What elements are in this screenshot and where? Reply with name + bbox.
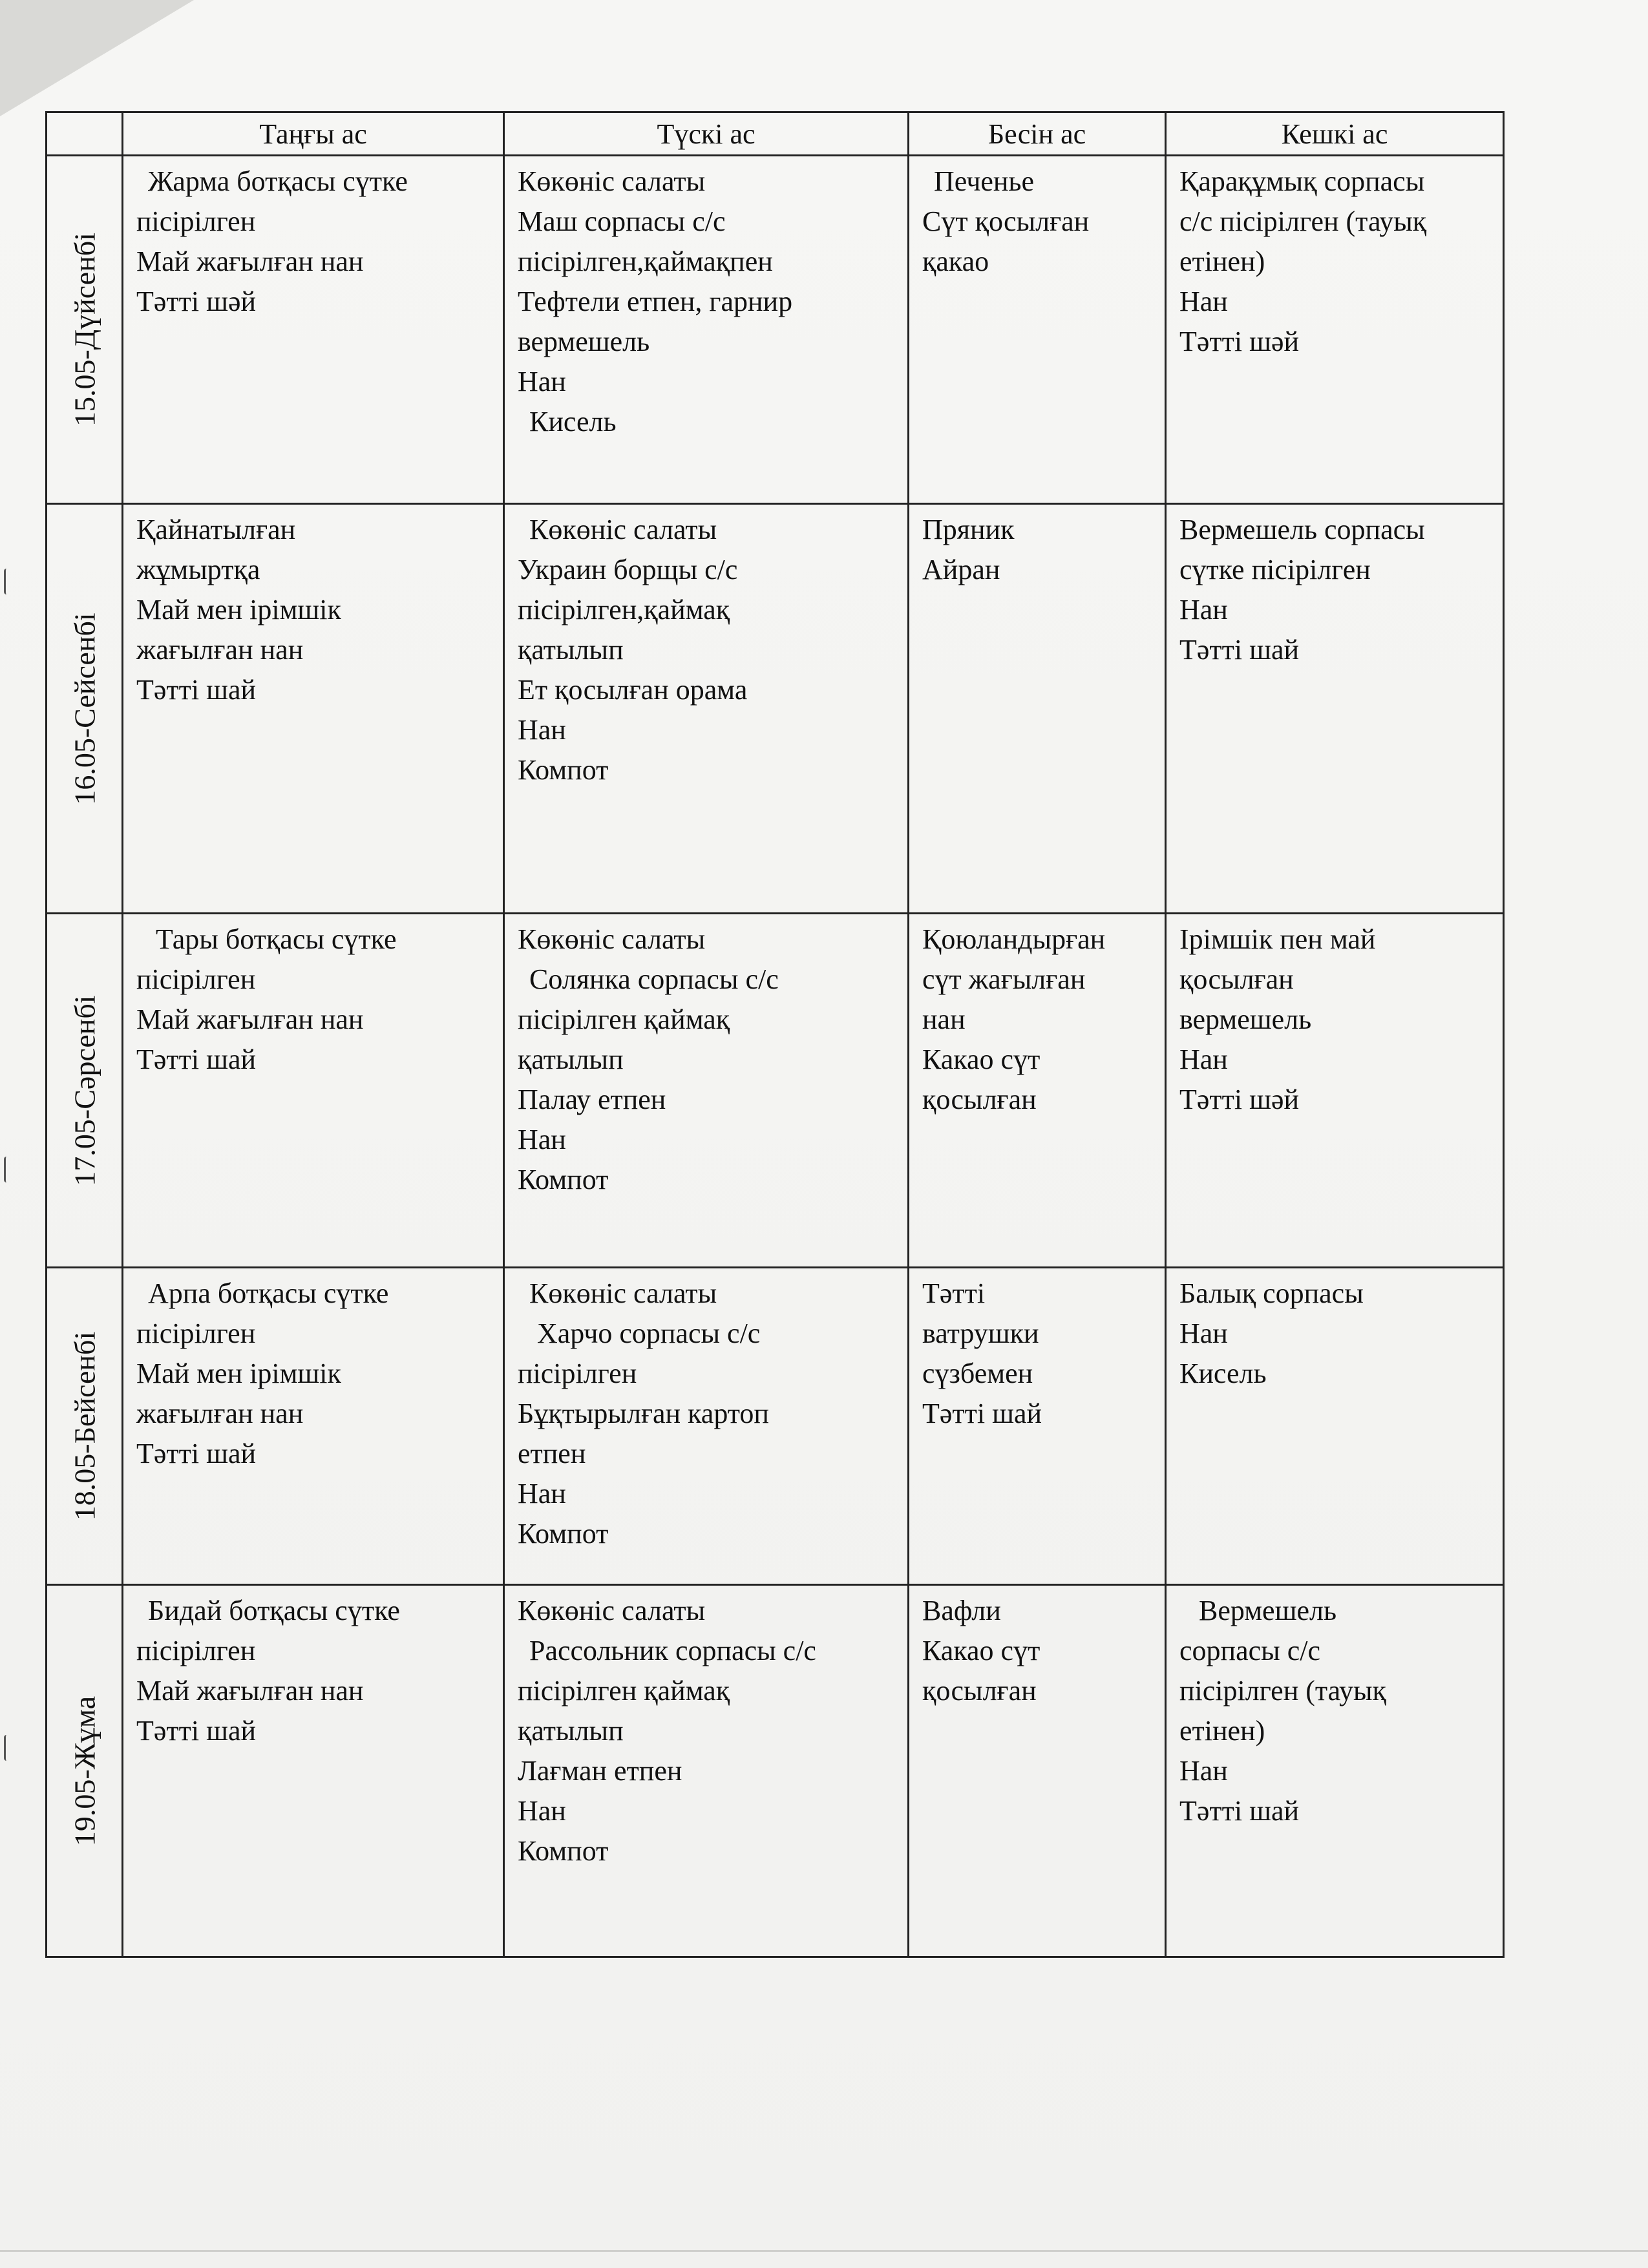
breakfast-cell	[123, 156, 504, 504]
day-label: 17.05-Сәрсенбі	[68, 994, 101, 1186]
day-label: 15.05-Дүйсенбі	[68, 232, 101, 427]
menu-item: Рассольник сорпасы с/с	[529, 1635, 816, 1666]
dinner-cell	[1166, 504, 1504, 914]
menu-item: сүзбемен	[922, 1358, 1033, 1389]
dinner-cell	[1166, 914, 1504, 1268]
menu-item: Печенье	[934, 165, 1035, 197]
header-day-corner	[47, 112, 123, 156]
menu-item: Май жағылған нан	[136, 1675, 364, 1706]
menu-item: Тәтті шай	[136, 674, 257, 706]
menu-item: Тары ботқасы сүтке	[156, 923, 397, 955]
snack-cell	[909, 504, 1166, 914]
table-row	[47, 1268, 1504, 1585]
menu-item: Украин борщы с/с	[518, 554, 738, 585]
scan-edge-line	[0, 2250, 1648, 2252]
menu-item: Вафли	[922, 1595, 1001, 1626]
menu-item: нан	[922, 1003, 966, 1035]
menu-item: Тәтті шай	[136, 1715, 257, 1747]
menu-item: етінен)	[1179, 246, 1265, 277]
menu-item: Тәтті шәй	[136, 286, 257, 317]
menu-item: пісірілген	[136, 1318, 256, 1349]
binder-hole-mark	[4, 1157, 11, 1182]
menu-item: Какао сүт	[922, 1635, 1041, 1666]
header-row	[47, 112, 1504, 156]
menu-item: Қайнатылған	[136, 514, 296, 545]
lunch-cell	[504, 914, 909, 1268]
dinner-cell	[1166, 156, 1504, 504]
menu-item: Арпа ботқасы сүтке	[148, 1277, 389, 1309]
lunch-cell	[504, 156, 909, 504]
menu-item: Солянка сорпасы с/с	[529, 963, 779, 995]
menu-item: Тәтті шай	[1179, 634, 1300, 666]
table-row	[47, 504, 1504, 914]
menu-item: Нан	[1179, 286, 1228, 317]
menu-item: Нан	[1179, 1318, 1228, 1349]
menu-item: Лағман етпен	[518, 1755, 682, 1787]
menu-item: пісірілген қаймақ	[518, 1003, 730, 1035]
menu-item: сорпасы с/с	[1179, 1635, 1320, 1666]
lunch-cell	[504, 1585, 909, 1957]
menu-item: Май мен ірімшік	[136, 594, 341, 625]
menu-item: Нан	[1179, 1755, 1228, 1787]
menu-item: с/с пісірілген (тауық	[1179, 205, 1427, 237]
menu-item: Май мен ірімшік	[136, 1358, 341, 1389]
menu-item: етінен)	[1179, 1715, 1265, 1747]
menu-item: Көкөніс салаты	[529, 514, 717, 545]
snack-cell	[909, 914, 1166, 1268]
binder-hole-mark	[4, 569, 11, 594]
menu-item: Нан	[1179, 594, 1228, 625]
lunch-cell	[504, 1268, 909, 1585]
menu-item: Нан	[518, 366, 566, 397]
day-cell	[47, 1268, 123, 1585]
menu-item: Бұқтырылған картоп	[518, 1398, 769, 1429]
menu-item: Сүт қосылған	[922, 205, 1090, 237]
day-label: 16.05-Сейсенбі	[68, 612, 101, 805]
weekly-menu-table	[45, 111, 1505, 1958]
menu-item: Нан	[518, 714, 566, 746]
menu-item: Тәтті шәй	[1179, 1084, 1300, 1115]
menu-item: Вермешель	[1199, 1595, 1337, 1626]
menu-item: Компот	[518, 754, 609, 786]
menu-item: Вермешель сорпасы	[1179, 514, 1425, 545]
menu-item: Май жағылған нан	[136, 246, 364, 277]
menu-item: Нан	[518, 1795, 566, 1827]
menu-item: сүтке пісірілген	[1179, 554, 1371, 585]
menu-item: Көкөніс салаты	[518, 165, 706, 197]
menu-item: қакао	[922, 246, 989, 277]
menu-item: Қарақұмық сорпасы	[1179, 165, 1425, 197]
menu-item: Кисель	[1179, 1358, 1267, 1389]
menu-item: Компот	[518, 1164, 609, 1195]
menu-item: Харчо сорпасы с/с	[537, 1318, 761, 1349]
menu-item: Май жағылған нан	[136, 1003, 364, 1035]
snack-cell	[909, 1585, 1166, 1957]
lunch-cell	[504, 504, 909, 914]
header-breakfast: Таңғы ас	[123, 112, 504, 156]
header-dinner: Кешкі ас	[1166, 112, 1504, 156]
menu-item: Ет қосылған орама	[518, 674, 748, 706]
menu-item: Нан	[518, 1124, 566, 1155]
day-label: 18.05-Бейсенбі	[68, 1331, 101, 1521]
menu-item: пісірілген	[136, 963, 256, 995]
menu-item: Көкөніс салаты	[529, 1277, 717, 1309]
menu-item: қосылған	[922, 1675, 1037, 1706]
day-cell	[47, 914, 123, 1268]
menu-item: Компот	[518, 1835, 609, 1867]
breakfast-cell	[123, 1268, 504, 1585]
menu-item: Пряник	[922, 514, 1015, 545]
breakfast-cell	[123, 504, 504, 914]
breakfast-cell	[123, 1585, 504, 1957]
menu-item: қатылып	[518, 1715, 624, 1747]
menu-item: пісірілген қаймақ	[518, 1675, 730, 1706]
folded-corner	[0, 0, 194, 116]
menu-item: Тәтті шай	[136, 1044, 257, 1075]
menu-item: Қоюландырған	[922, 923, 1106, 955]
menu-item: Тәтті шай	[136, 1438, 257, 1469]
menu-item: пісірілген (тауық	[1179, 1675, 1386, 1706]
menu-item: етпен	[518, 1438, 586, 1469]
menu-item: Кисель	[529, 406, 617, 437]
menu-item: Нан	[518, 1478, 566, 1509]
menu-item: Көкөніс салаты	[518, 1595, 706, 1626]
menu-item: қосылған	[1179, 963, 1294, 995]
menu-item: Палау етпен	[518, 1084, 666, 1115]
menu-item: қатылып	[518, 634, 624, 666]
menu-item: вермешель	[518, 326, 650, 357]
menu-item: сүт жағылған	[922, 963, 1086, 995]
dinner-cell	[1166, 1268, 1504, 1585]
header-snack: Бесін ас	[909, 112, 1166, 156]
menu-item: Ірімшік пен май	[1179, 923, 1376, 955]
menu-item: Тәтті	[922, 1277, 986, 1309]
menu-item: Бидай ботқасы сүтке	[148, 1595, 400, 1626]
menu-item: Какао сүт	[922, 1044, 1041, 1075]
menu-item: Тәтті шай	[1179, 1795, 1300, 1827]
day-cell	[47, 504, 123, 914]
day-label: 19.05-Жұма	[68, 1696, 101, 1846]
menu-item: Нан	[1179, 1044, 1228, 1075]
menu-item: жағылған нан	[136, 634, 304, 666]
menu-item: Маш сорпасы с/с	[518, 205, 726, 237]
menu-item: қатылып	[518, 1044, 624, 1075]
day-cell	[47, 1585, 123, 1957]
menu-item: ватрушки	[922, 1318, 1039, 1349]
menu-item: пісірілген	[518, 1358, 637, 1389]
table-row	[47, 1585, 1504, 1957]
menu-item: пісірілген,қаймақ	[518, 594, 730, 625]
snack-cell	[909, 156, 1166, 504]
header-lunch: Түскі ас	[504, 112, 909, 156]
breakfast-cell	[123, 914, 504, 1268]
menu-item: Тефтели етпен, гарнир	[518, 286, 793, 317]
menu-item: пісірілген	[136, 1635, 256, 1666]
menu-item: Жарма ботқасы сүтке	[148, 165, 408, 197]
menu-item: Тәтті шәй	[1179, 326, 1300, 357]
menu-item: жағылған нан	[136, 1398, 304, 1429]
table-row	[47, 914, 1504, 1268]
menu-item: вермешель	[1179, 1003, 1312, 1035]
menu-item: Балық сорпасы	[1179, 1277, 1364, 1309]
menu-item: Тәтті шай	[922, 1398, 1042, 1429]
menu-item: пісірілген,қаймақпен	[518, 246, 773, 277]
menu-item: қосылған	[922, 1084, 1037, 1115]
menu-item: Айран	[922, 554, 1000, 585]
day-cell	[47, 156, 123, 504]
dinner-cell	[1166, 1585, 1504, 1957]
menu-item: пісірілген	[136, 205, 256, 237]
menu-item: жұмыртқа	[136, 554, 260, 585]
menu-item: Компот	[518, 1518, 609, 1549]
snack-cell	[909, 1268, 1166, 1585]
binder-hole-mark	[4, 1735, 11, 1761]
table-row	[47, 156, 1504, 504]
menu-item: Көкөніс салаты	[518, 923, 706, 955]
